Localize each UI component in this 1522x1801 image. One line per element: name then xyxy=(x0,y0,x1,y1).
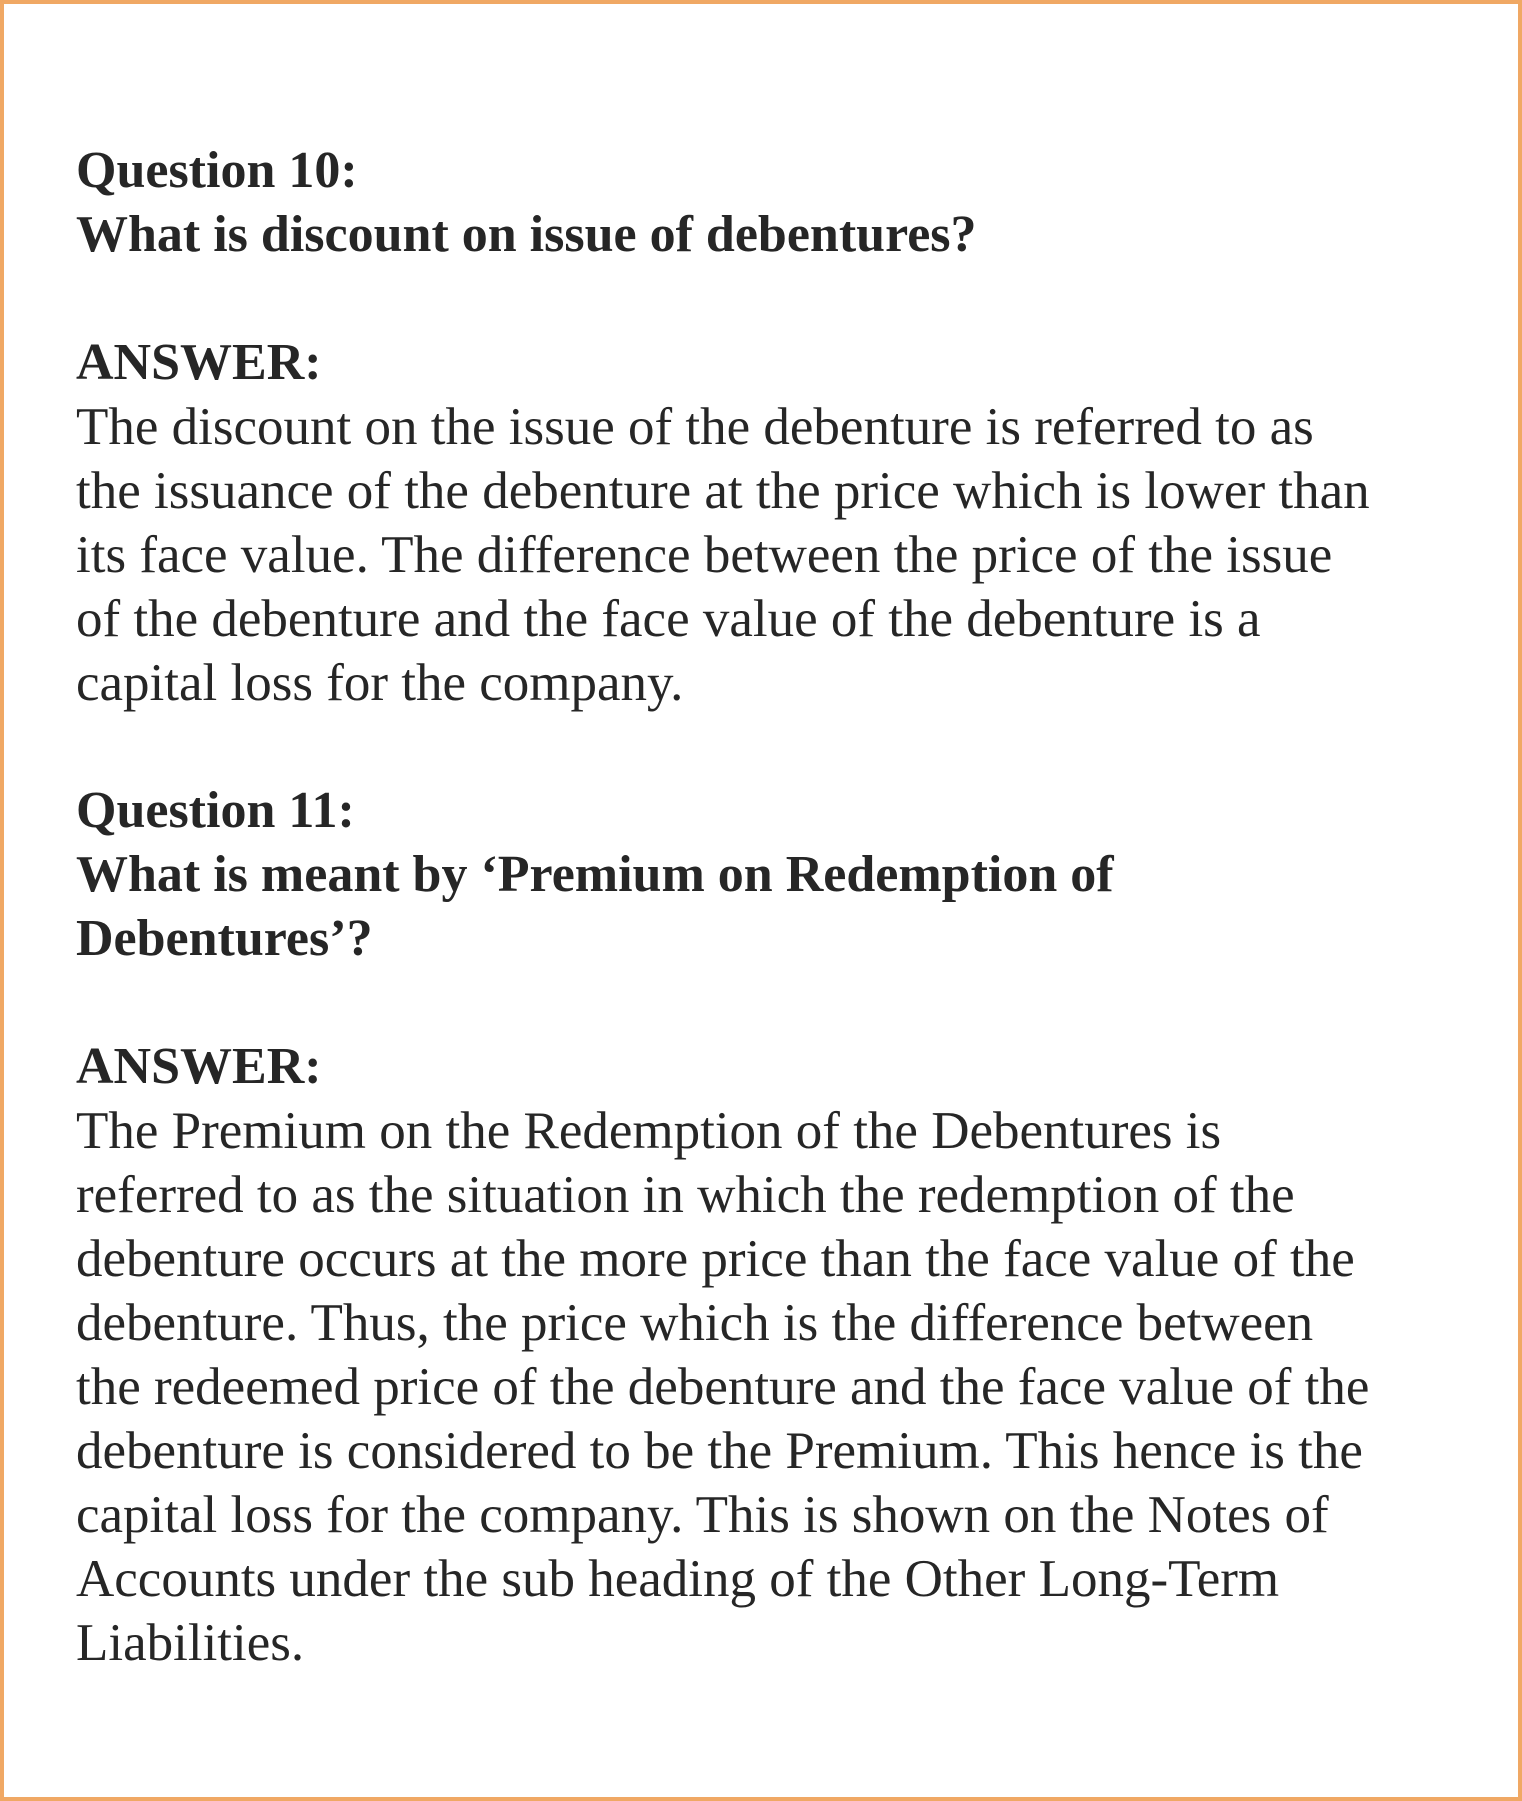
answer-10-line: of the debenture and the face value of the debenture is a xyxy=(76,590,1261,648)
answer-10-line: the issuance of the debenture at the price which is lower than xyxy=(76,462,1370,520)
answer-10-line: its face value. The difference between the price of the issue xyxy=(76,526,1333,584)
answer-11-line: debenture occurs at the more price than the face value of the xyxy=(76,1230,1355,1288)
answer-11-label: ANSWER: xyxy=(76,1038,322,1095)
question-11-heading: Question 11: xyxy=(76,782,355,839)
question-11-text: What is meant by ‘Premium on Redemption of xyxy=(76,846,1114,903)
qa-content xyxy=(76,139,1476,1675)
question-10-text: What is discount on issue of debentures? xyxy=(76,206,977,263)
answer-11-line: referred to as the situation in which the redemption of the xyxy=(76,1166,1295,1224)
spacer xyxy=(76,267,1476,331)
question-11-text: Debentures’? xyxy=(76,910,373,967)
answer-10-line: capital loss for the company. xyxy=(76,654,684,712)
spacer xyxy=(76,715,1476,779)
answer-11-line: The Premium on the Redemption of the Debentures is xyxy=(76,1102,1222,1160)
question-10-heading: Question 10: xyxy=(76,142,358,199)
spacer xyxy=(76,971,1476,1035)
answer-10-line: The discount on the issue of the debenture is referred to as xyxy=(76,398,1314,456)
answer-10-label: ANSWER: xyxy=(76,334,322,391)
answer-11-line: debenture. Thus, the price which is the difference between xyxy=(76,1294,1314,1352)
answer-11-line: capital loss for the company. This is shown on the Notes of xyxy=(76,1486,1329,1544)
answer-11-line: Liabilities. xyxy=(76,1614,305,1672)
answer-11-line: debenture is considered to be the Premium. This hence is the xyxy=(76,1422,1363,1480)
answer-11-line: the redeemed price of the debenture and the face value of the xyxy=(76,1358,1370,1416)
answer-11-line: Accounts under the sub heading of the Other Long-Term xyxy=(76,1550,1280,1608)
question-10-block xyxy=(76,139,1476,715)
question-11-block xyxy=(76,779,1476,1675)
